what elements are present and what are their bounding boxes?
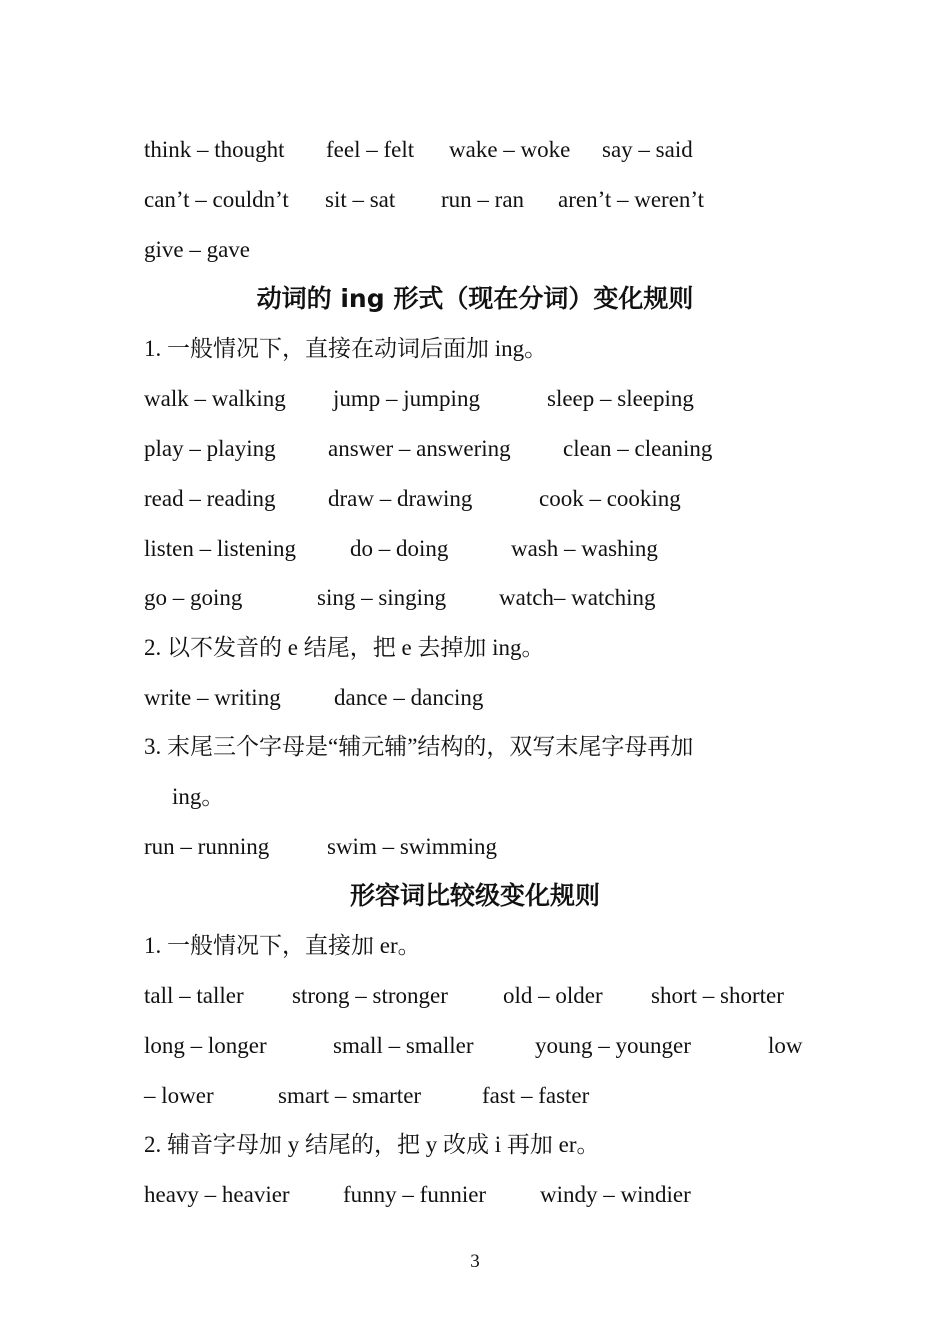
- word-pair: walk – walking: [144, 386, 286, 411]
- word-pair: smart – smarter: [278, 1083, 422, 1108]
- word-pair-row: [144, 185, 705, 215]
- section-heading-ing: 动词的 ing 形式（现在分词）变化规则: [256, 284, 694, 313]
- word-pair: watch– watching: [499, 585, 656, 610]
- word-pair: wake – woke: [449, 137, 571, 162]
- word-pair-row: [144, 583, 656, 613]
- word-pair: low: [768, 1033, 803, 1058]
- word-pair: cook – cooking: [539, 486, 681, 511]
- word-pair: clean – cleaning: [563, 436, 713, 461]
- word-pair: young – younger: [535, 1033, 691, 1058]
- word-pair-row: [144, 981, 784, 1011]
- word-pair: aren’t – weren’t: [558, 187, 705, 212]
- word-pair: – lower: [144, 1083, 214, 1108]
- word-pair: funny – funnier: [343, 1182, 487, 1207]
- word-pair: sit – sat: [325, 187, 396, 212]
- word-pair: small – smaller: [333, 1033, 474, 1058]
- word-pair-row: [144, 1180, 691, 1210]
- word-pair: old – older: [503, 983, 603, 1008]
- word-pair: feel – felt: [326, 137, 415, 162]
- word-pair: run – ran: [441, 187, 525, 212]
- word-pair-row: [144, 484, 681, 514]
- word-pair-row: [144, 832, 497, 862]
- section-heading-comparative: 形容词比较级变化规则: [349, 881, 600, 910]
- word-pair: draw – drawing: [328, 486, 473, 511]
- word-pair: dance – dancing: [334, 685, 484, 710]
- word-pair: play – playing: [144, 436, 276, 461]
- word-pair: heavy – heavier: [144, 1182, 290, 1207]
- rule-text-continuation: ing。: [172, 784, 225, 809]
- word-pair: run – running: [144, 834, 270, 859]
- rule-text: 2. 辅音字母加 y 结尾的，把 y 改成 i 再加 er。: [144, 1132, 600, 1157]
- word-pair-row: [144, 235, 251, 265]
- word-pair: answer – answering: [328, 436, 511, 461]
- word-pair: wash – washing: [511, 536, 658, 561]
- word-pair: jump – jumping: [333, 386, 480, 411]
- rule-text: 1. 一般情况下，直接加 er。: [144, 933, 421, 958]
- word-pair: do – doing: [350, 536, 449, 561]
- word-pair: think – thought: [144, 137, 285, 162]
- word-pair-row: [144, 135, 693, 165]
- word-pair-row: [144, 1081, 590, 1111]
- word-pair: say – said: [602, 137, 693, 162]
- word-pair: sing – singing: [317, 585, 447, 610]
- word-pair: can’t – couldn’t: [144, 187, 289, 212]
- word-pair: read – reading: [144, 486, 276, 511]
- word-pair: strong – stronger: [292, 983, 448, 1008]
- word-pair: write – writing: [144, 685, 281, 710]
- word-pair: swim – swimming: [327, 834, 497, 859]
- word-pair: give – gave: [144, 237, 251, 262]
- rule-text: 1. 一般情况下，直接在动词后面加 ing。: [144, 336, 548, 361]
- word-pair-row: [144, 1031, 803, 1061]
- word-pair: tall – taller: [144, 983, 244, 1008]
- word-pair: go – going: [144, 585, 243, 610]
- word-pair-row: [144, 683, 484, 713]
- rule-text: 2. 以不发音的 e 结尾，把 e 去掉加 ing。: [144, 635, 545, 660]
- word-pair: short – shorter: [651, 983, 784, 1008]
- word-pair: listen – listening: [144, 536, 297, 561]
- word-pair: windy – windier: [540, 1182, 691, 1207]
- word-pair: fast – faster: [482, 1083, 590, 1108]
- word-pair: sleep – sleeping: [547, 386, 694, 411]
- page-number: 3: [470, 1251, 480, 1272]
- rule-text: 3. 末尾三个字母是“辅元辅”结构的，双写末尾字母再加: [144, 734, 694, 759]
- word-pair: long – longer: [144, 1033, 267, 1058]
- word-pair-row: [144, 534, 658, 564]
- word-pair-row: [144, 384, 694, 414]
- word-pair-row: [144, 434, 713, 464]
